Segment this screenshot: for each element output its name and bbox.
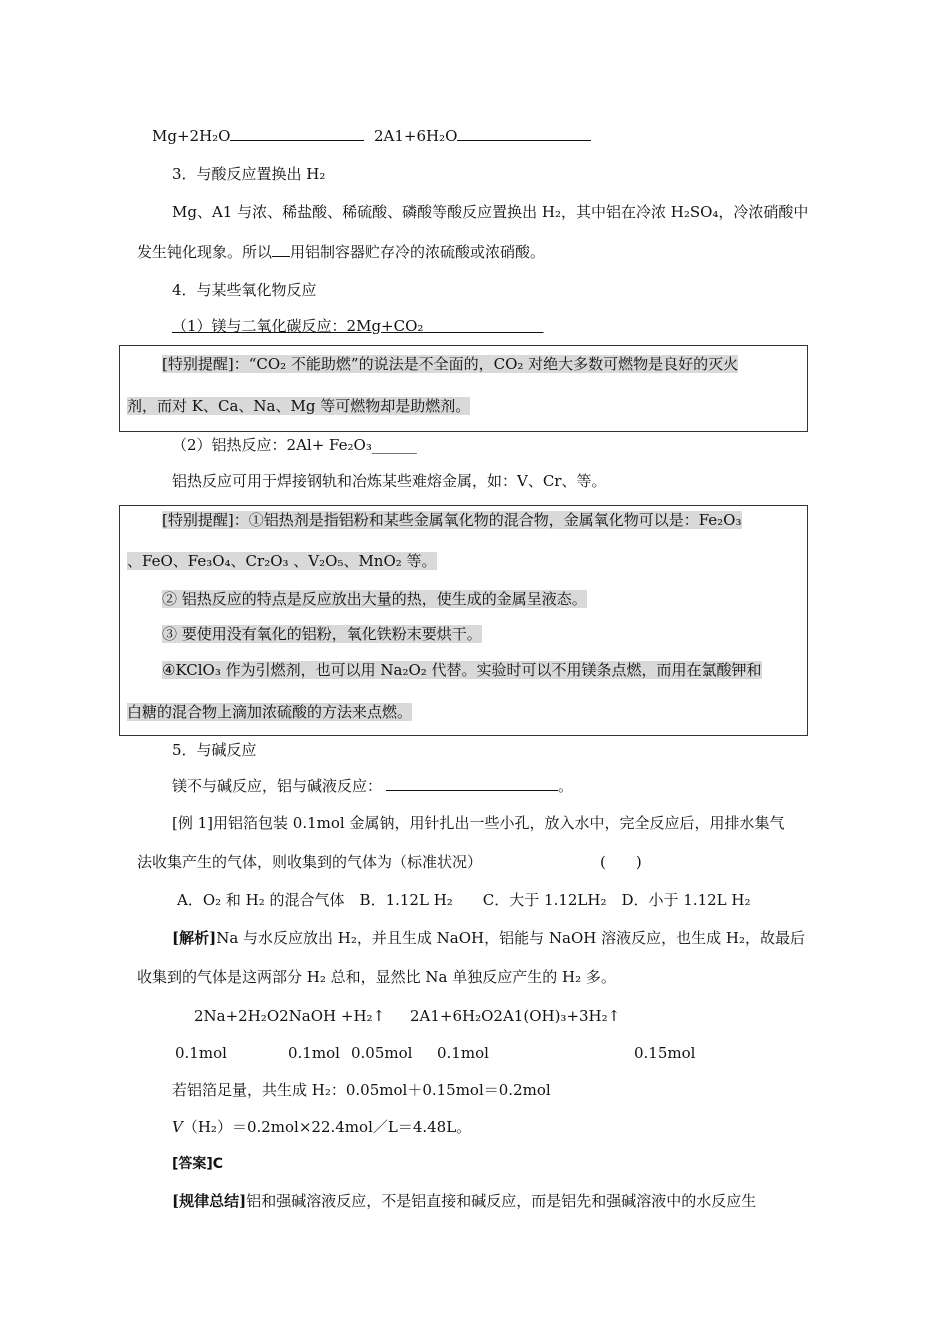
- summary-text: 铝和强碱溶液反应，不是铝直接和碱反应，而是铝先和强碱溶液中的水反应生: [246, 1192, 757, 1210]
- reminder-2-line6: [127, 702, 412, 722]
- calc-line1: 若铝箔足量，共生成 H₂：0.05mol＋0.15mol＝0.2mol: [172, 1081, 551, 1099]
- equation-al-water: [374, 126, 591, 146]
- reminder-2-line3: [162, 589, 587, 609]
- answer-blank: [423, 317, 543, 335]
- reminder-text: [特别提醒]：“CO₂ 不能助燃”的说法是不全面的，CO₂ 对绝大多数可燃物是良好的灭火: [162, 355, 739, 373]
- reminder-text: ② 铝热反应的特点是反应放出大量的热，使生成的金属呈液态。: [162, 590, 587, 608]
- section-4-2: （2）铝热反应：2Al+ Fe₂O₃______: [172, 436, 417, 454]
- mole-value: 0.15mol: [634, 1044, 696, 1062]
- paragraph-text: 。: [558, 777, 574, 795]
- reminder-1-line1: [162, 354, 738, 374]
- reminder-2-line2: [127, 551, 437, 571]
- reminder-text: 白糖的混合物上滴加浓硫酸的方法来点燃。: [127, 703, 413, 721]
- example-1-line2: 法收集产生的气体，则收集到的气体为（标准状况）: [137, 853, 483, 871]
- calc-text: （H₂）＝0.2mol×22.4mol／L＝4.48L。: [182, 1118, 472, 1136]
- section-3-paragraph-line1: Mg、A1 与浓、稀盐酸、稀硫酸、磷酸等酸反应置换出 H₂，其中铝在冷浓 H₂SO₄，冷浓硝酸中: [172, 203, 809, 221]
- answer-blank: [230, 126, 364, 141]
- al-water-text: 2A1+6H₂O: [374, 127, 458, 145]
- reminder-2-line5: [162, 660, 762, 680]
- rule-summary: [172, 1191, 756, 1211]
- section-5-heading: 5．与碱反应: [172, 741, 257, 759]
- reminder-text: 剂，而对 K、Ca、Na、Mg 等可燃物却是助燃剂。: [127, 397, 471, 415]
- reminder-text: ④KClO₃ 作为引燃剂，也可以用 Na₂O₂ 代替。实验时可以不用镁条点燃，而用在氯酸钾和: [162, 661, 762, 679]
- section-4-heading: 4．与某些氧化物反应: [172, 281, 317, 299]
- example-1-options: A．O₂ 和 H₂ 的混合气体 B．1.12L H₂ C．大于 1.12LH₂ D．小于 1.12L H₂: [177, 891, 751, 909]
- answer-blank: [457, 126, 591, 141]
- mole-value: 0.1mol: [175, 1044, 227, 1062]
- analysis-line2: 收集到的气体是这两部分 H₂ 总和，显然比 Na 单独反应产生的 H₂ 多。: [137, 968, 616, 986]
- summary-tag: [规律总结]: [172, 1192, 247, 1210]
- answer-blank: [272, 242, 290, 257]
- answer-line: [答案]C: [172, 1156, 224, 1172]
- analysis-text: Na 与水反应放出 H₂，并且生成 NaOH，铝能与 NaOH 溶液反应，也生成 H₂，故最后: [216, 929, 805, 947]
- example-1-answer-paren: ( ): [600, 853, 642, 871]
- section-3-paragraph-line2: [137, 242, 545, 262]
- answer-blank: [386, 776, 558, 791]
- mole-value: 0.1mol: [437, 1044, 489, 1062]
- example-1-line1: [例 1]用铝箔包装 0.1mol 金属钠，用针扎出一些小孔，放入水中，完全反应后，用排水集气: [172, 814, 785, 832]
- mole-value: 0.05mol: [351, 1044, 413, 1062]
- reminder-text: [特别提醒]：①铝热剂是指铝粉和某些金属氧化物的混合物，金属氧化物可以是：Fe₂O₃: [162, 511, 742, 529]
- reminder-2-line4: [162, 624, 482, 644]
- reminder-text: 、FeO、Fe₃O₄、Cr₂O₃ 、V₂O₅、MnO₂ 等。: [127, 552, 437, 570]
- analysis-tag: [解析]: [172, 929, 217, 947]
- section-4-1: [172, 316, 543, 336]
- calc-line2: [172, 1117, 471, 1137]
- paragraph-text: 发生钝化现象。所以: [137, 243, 273, 261]
- volume-symbol: V: [172, 1118, 183, 1136]
- section-3-heading: 3．与酸反应置换出 H₂: [172, 165, 326, 183]
- equation-mg-water: [152, 126, 364, 146]
- mg-co2-text: （1）镁与二氧化碳反应：2Mg+CO₂: [172, 317, 424, 335]
- analysis-line1: [172, 928, 805, 948]
- equation-na: 2Na+2H₂O2NaOH +H₂↑: [194, 1007, 386, 1025]
- reminder-text: ③ 要使用没有氧化的铝粉，氧化铁粉末要烘干。: [162, 625, 482, 643]
- mg-water-text: Mg+2H₂O: [152, 127, 231, 145]
- reminder-2-line1: [162, 510, 742, 530]
- paragraph-text: 镁不与碱反应，铝与碱液反应：: [172, 777, 383, 795]
- thermite-paragraph: 铝热反应可用于焊接钢轨和冶炼某些难熔金属，如：V、Cr、等。: [172, 472, 607, 490]
- equation-al-naoh: 2A1+6H₂O2A1(OH)₃+3H₂↑: [410, 1007, 621, 1025]
- reminder-1-line2: [127, 396, 470, 416]
- mole-value: 0.1mol: [288, 1044, 340, 1062]
- paragraph-text: 用铝制容器贮存冷的浓硫酸或浓硝酸。: [290, 243, 546, 261]
- section-5-paragraph: [172, 776, 573, 796]
